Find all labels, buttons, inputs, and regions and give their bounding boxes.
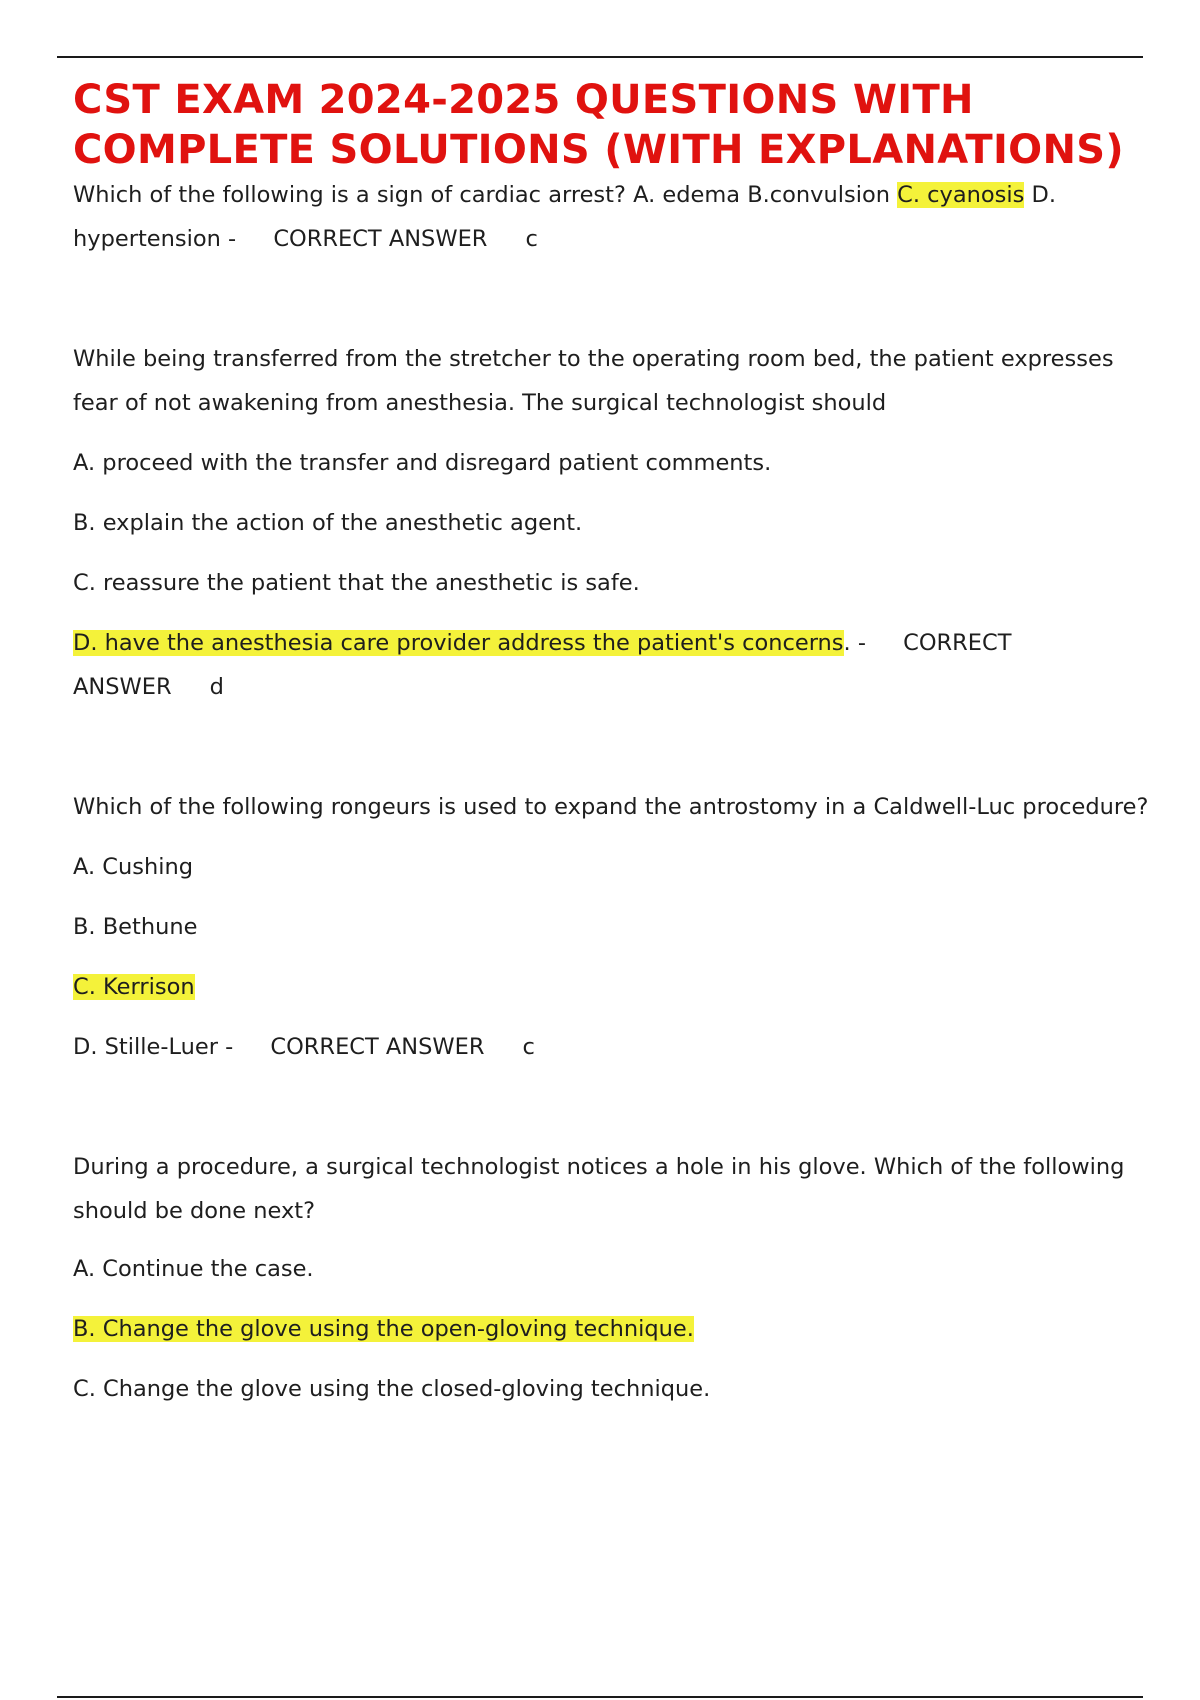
top-rule <box>57 56 1143 58</box>
question-4-stem: During a procedure, a surgical technologist notices a hole in his glove. Which of the following should be done next? <box>73 1154 1125 1224</box>
q3-answer-value: c <box>522 1034 535 1060</box>
title-line-1: CST EXAM 2024-2025 QUESTIONS WITH <box>73 77 974 123</box>
document-body <box>73 75 1153 1411</box>
q2-option-d: D. have the anesthesia care provider address the patient's concerns. - CORRECT ANSWER d <box>73 630 1012 700</box>
q1-answer-label: CORRECT ANSWER <box>273 226 488 252</box>
q1-highlighted-answer: C. cyanosis <box>897 182 1025 208</box>
q3-answer-label: CORRECT ANSWER <box>270 1034 485 1060</box>
q1-answer-value: c <box>525 226 538 252</box>
q3-option-d: D. Stille-Luer - CORRECT ANSWER c <box>73 1034 535 1060</box>
question-2-stem: While being transferred from the stretcher to the operating room bed, the patient expresses fear of not awakening from anesthesia. The surgical technologist should <box>73 346 1114 416</box>
q2-highlighted-answer: D. have the anesthesia care provider address the patient's concerns <box>73 630 844 656</box>
q2-answer-label: CORRECT ANSWER <box>73 630 1012 700</box>
q3-highlighted-answer: C. Kerrison <box>73 974 195 1000</box>
q3-option-b: B. Bethune <box>73 914 198 940</box>
question-3-stem: Which of the following rongeurs is used to expand the antrostomy in a Caldwell-Luc procedure? <box>73 794 1149 820</box>
q4-option-a: A. Continue the case. <box>73 1256 314 1282</box>
q4-highlighted-answer: B. Change the glove using the open-gloving technique. <box>73 1316 694 1342</box>
q4-option-b <box>73 1307 1153 1351</box>
q3-option-c <box>73 965 1153 1009</box>
title-line-2: COMPLETE SOLUTIONS (WITH EXPLANATIONS) <box>73 127 1124 173</box>
document-title <box>73 75 1153 175</box>
q2-answer-value: d <box>209 674 224 700</box>
bottom-rule <box>57 1696 1143 1698</box>
q4-option-c: C. Change the glove using the closed-gloving technique. <box>73 1376 711 1402</box>
question-1-stem: Which of the following is a sign of cardiac arrest? A. edema B.convulsion C. cyanosis D. hypertension - CORRECT ANSWER c <box>73 182 1057 252</box>
q2-option-a: A. proceed with the transfer and disregard patient comments. <box>73 450 772 476</box>
q2-option-c: C. reassure the patient that the anesthetic is safe. <box>73 570 640 596</box>
q2-option-b: B. explain the action of the anesthetic agent. <box>73 510 583 536</box>
q3-option-a: A. Cushing <box>73 854 194 880</box>
